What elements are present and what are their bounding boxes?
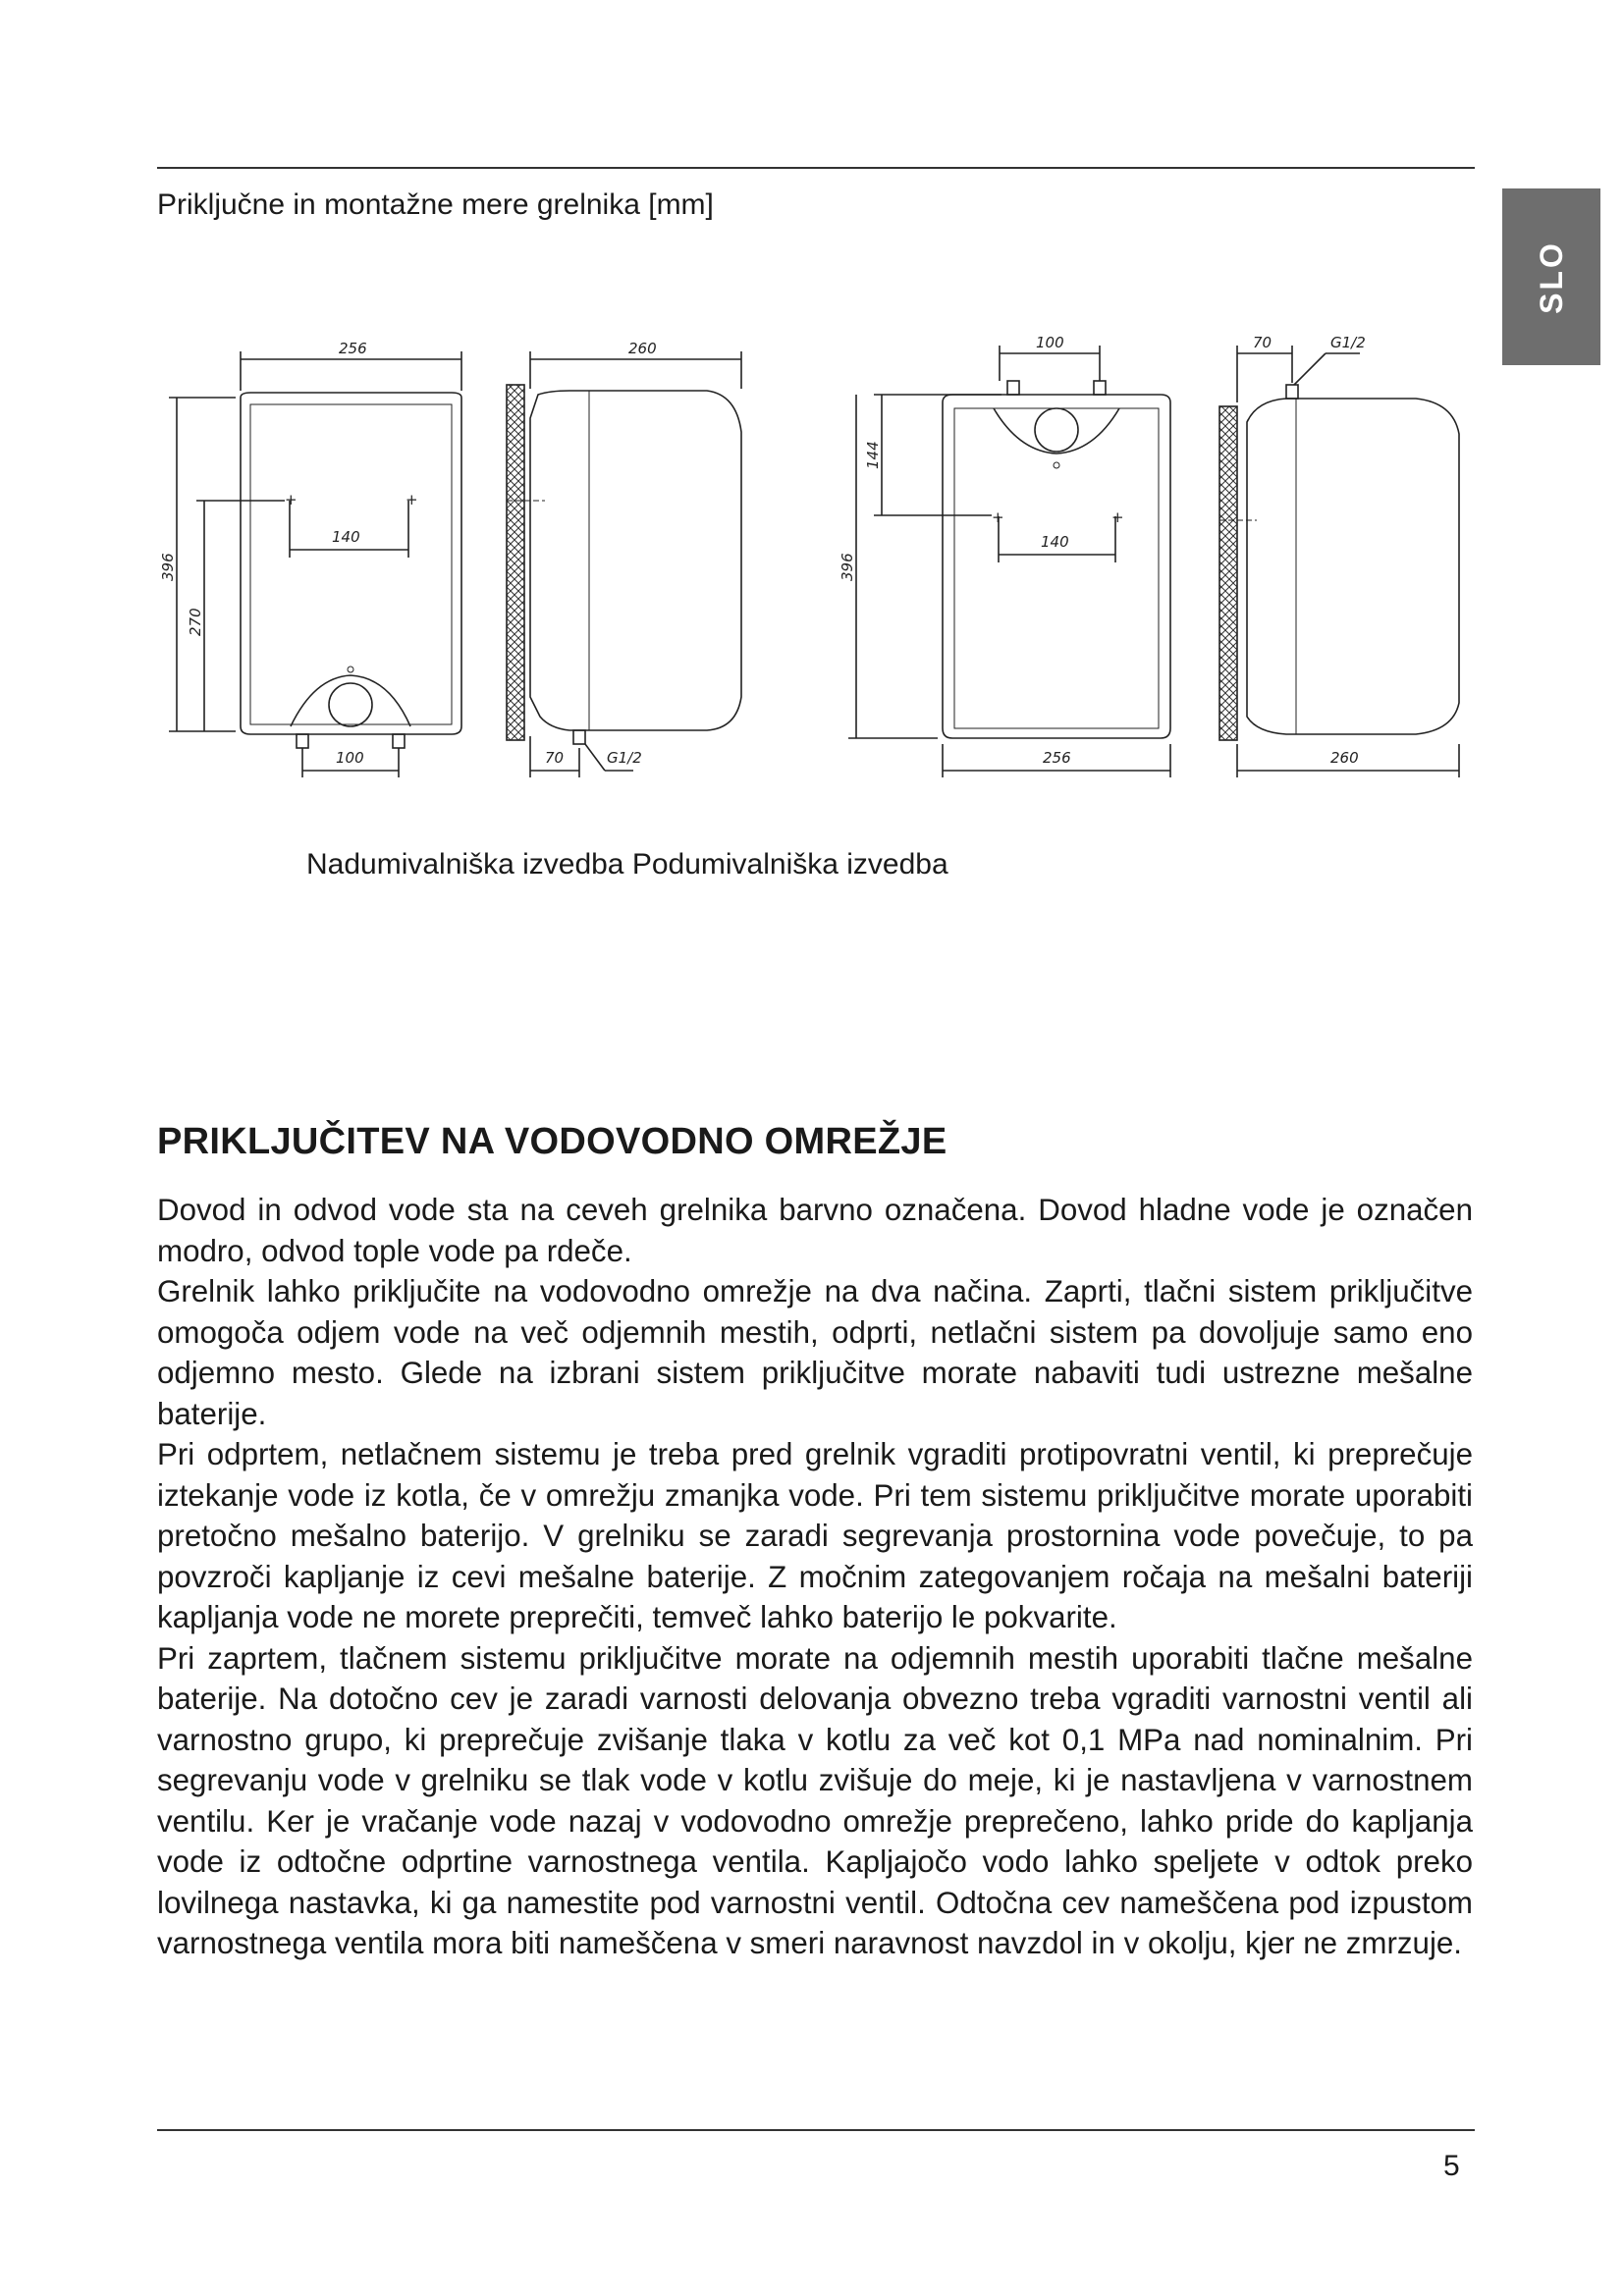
drawing-undersink-side: [1219, 334, 1459, 777]
dim-144: 144: [864, 441, 882, 469]
paragraph-1: Dovod in odvod vode sta na ceveh grelnika barvno označena. Dovod hladne vode je označen modro, odvod tople vode pa rdeče.: [157, 1193, 1473, 1268]
paragraph-3: Pri odprtem, netlačnem sistemu je treba pred grelnik vgraditi protipovratni ventil, ki preprečuje iztekanje vode iz kotla, če v omrežju zmanjka vode. Pri tem sistemu priključitve morate uporabiti pretočno mešalno baterijo. V grelniku se zaradi segrevanja prostornina vode povečuje, to pa povzroči kapljanje iz cevi mešalne baterije. Z močnim zategovanjem ročaja na mešalni bateriji kapljanja vode ne morete preprečiti, temveč lahko baterijo le pokvarite.: [157, 1437, 1473, 1634]
svg-text:+: +: [285, 491, 298, 508]
section-body: [157, 1190, 1473, 1964]
svg-text:+: +: [992, 508, 1004, 526]
top-rule: [157, 167, 1475, 169]
dim-256-top: 256: [339, 340, 367, 357]
dim-270: 270: [187, 608, 204, 636]
paragraph-2: Grelnik lahko priključite na vodovodno omrežje na dva načina. Zaprti, tlačni sistem priključitve omogoča odjem vode na več odjemnih mestih, odprti, netlačni sistem pa dovoljuje samo eno odjemno mesto. Glede na izbrani sistem priključitve morate nabaviti tudi ustrezne mešalne baterije.: [157, 1274, 1473, 1431]
variants-caption: Nadumivalniška izvedba Podumivalniška izvedba: [306, 848, 948, 881]
page-number: 5: [1443, 2150, 1460, 2182]
dim-396-left: 396: [159, 553, 177, 581]
drawing-undersink-front: [839, 334, 1170, 777]
dim-70-left: 70: [545, 749, 565, 767]
dim-256-bottom: 256: [1043, 749, 1071, 767]
drawing-oversink-side: [507, 340, 741, 777]
drawing-oversink-front: [159, 340, 461, 777]
dim-396-right: 396: [839, 553, 856, 581]
dim-140-right: 140: [1041, 533, 1069, 551]
dim-g12-right: G1/2: [1330, 334, 1366, 351]
svg-text:+: +: [406, 491, 418, 508]
dim-100-top-right: 100: [1036, 334, 1064, 351]
bottom-rule: [157, 2129, 1475, 2131]
dim-70-right: 70: [1253, 334, 1272, 351]
dimensions-caption: Priključne in montažne mere grelnika [mm]: [157, 188, 714, 221]
section-heading: PRIKLJUČITEV NA VODOVODNO OMREŽJE: [157, 1121, 947, 1162]
svg-text:+: +: [1111, 508, 1124, 526]
dim-g12-left: G1/2: [607, 749, 642, 767]
paragraph-4: Pri zaprtem, tlačnem sistemu priključitve morate na odjemnih mestih uporabiti tlačne mešalne baterije. Na dotočno cev je zaradi varnosti delovanja obvezno treba vgraditi varnostni ventil ali varnostno grupo, ki preprečuje zvišanje tlaka v kotlu za več kot 0,1 MPa nad nominalnim. Pri segrevanju vode v grelniku se tlak vode v kotlu zvišuje do meje, ki je nastavljena v varnostnem ventilu. Ker je vračanje vode nazaj v vodovodno omrežje preprečeno, lahko pride do kapljanja vode iz odtočne odprtine varnostnega ventila. Kapljajočo vodo lahko speljete v odtok preko lovilnega nastavka, ki ga namestite pod varnostni ventil. Odtočna cev nameščena pod izpustom varnostnega ventila mora biti nameščena v smeri naravnost navzdol in v okolju, kjer ne zmrzuje.: [157, 1640, 1473, 1960]
dim-260-bottom: 260: [1330, 749, 1359, 767]
technical-drawings: [157, 324, 1475, 795]
dim-260-top: 260: [628, 340, 657, 357]
dim-100-bottom-left: 100: [336, 749, 364, 767]
language-tab: [1502, 188, 1600, 365]
language-tab-label: SLO: [1533, 240, 1569, 314]
dim-140-left: 140: [332, 528, 360, 546]
